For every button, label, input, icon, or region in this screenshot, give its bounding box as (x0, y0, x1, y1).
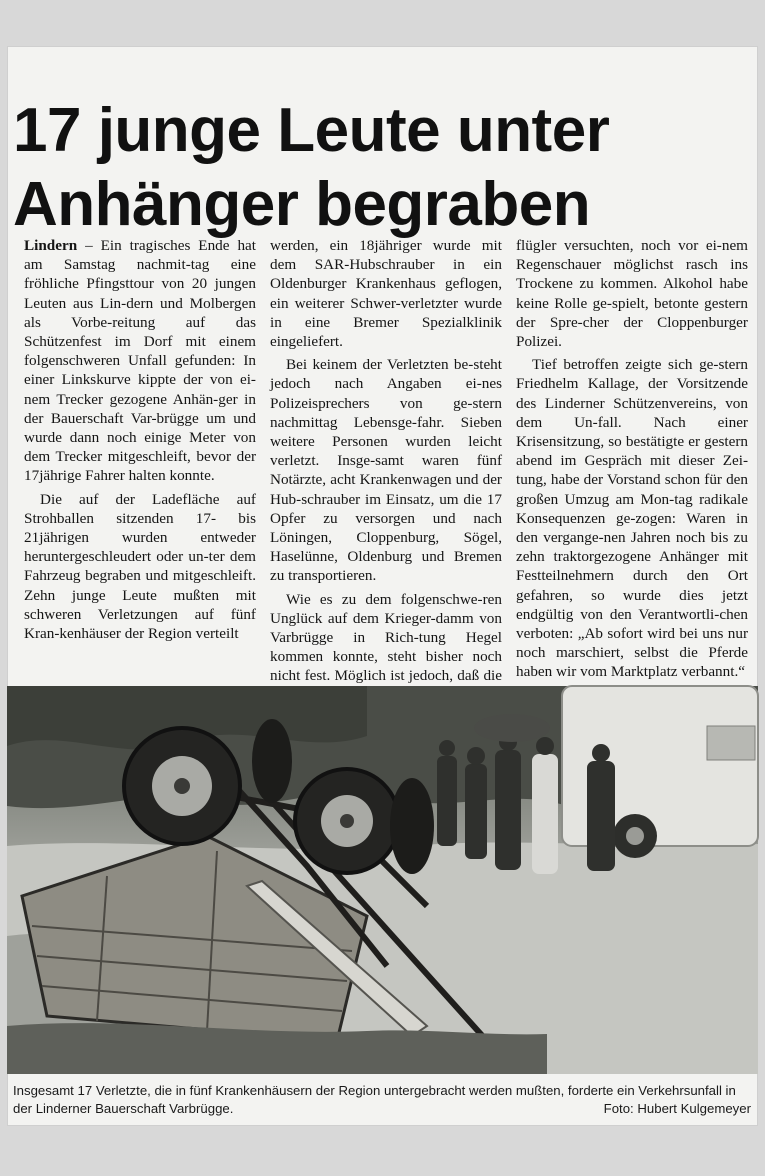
article-body (24, 236, 752, 685)
paragraph-text: – Ein tragisches Ende hat am Samstag nachmit-tag eine fröhliche Pfingsttour von 20 jungen Leuten aus Lin-dern und Molbergen als Vorbe-reitung auf das Schützenfest im Dorf mit einem folgenschweren Unfall gefunden: In einer Linkskurve kippte der von ei-nem Trecker gezogene Anhän-ger in der Bauerschaft Var-brügge um und wurde dann noch einige Meter von dem Trecker mitgeschleift, bevor der 17jährige Fahrer halten konnte. (24, 237, 256, 485)
paragraph: werden, ein 18jähriger wurde mit dem SAR-Hubschrauber in ein Oldenburger Krankenhaus geflogen, ein weiterer Schwer-verletzter wurde in eine Bremer Spezialklinik eingeliefert. (270, 237, 502, 351)
overturned-trailer-illustration (7, 686, 758, 1074)
dateline: Lindern (24, 237, 78, 254)
headline (13, 94, 753, 243)
accident-photo (7, 686, 758, 1074)
paragraph: flügler versuchten, noch vor ei-nem Regenschauer möglichst rasch ins Trockene zu kommen. Alkohol habe keine Rolle ge-spielt, betonte gestern der Spre-cher der Cloppenburger Polizei. (516, 237, 748, 351)
article-column-1 (24, 236, 256, 709)
headline-line-2: Anhänger begraben (13, 169, 591, 239)
headline-line-1: 17 junge Leute unter (13, 95, 610, 165)
photo-credit: Foto: Hubert Kulgemeyer (603, 1100, 751, 1116)
paragraph: Tief betroffen zeigte sich ge-stern Friedhelm Kallage, der Vorsitzende des Linderner Schützenvereins, von dem Un-fall. Nach einer Krisensitzung, so bestätigte er gestern abend im Gespräch mit dieser Zei-tung, habe der Vorstand schon für den großen Umzug am Mon-tag radikale Konsequenzen ge-zogen: Waren in den vergange-nen Jahren noch bis zu zehn traktorgezogene Anhänger mit Festteilnehmern durch den Ort gefahren, so wurde dies jetzt endgültig von den Verantwortli-chen verboten: „Ab sofort wird bei uns nur noch marschiert, selbst die Pferde haben wir vom Marktplatz verbannt.“ (516, 356, 748, 681)
paragraph: Bei keinem der Verletzten be-steht jedoch nach Angaben ei-nes Polizeisprechers von ge-stern nachmittag Lebensge-fahr. Sieben weitere Personen wurden leicht verletzt. Insge-samt waren fünf Notärzte, acht Krankenwagen und der Hub-schrauber im Einsatz, um die 17 Opfer zu versorgen und nach Löningen, Cloppenburg, Sögel, Haselünne, Oldenburg und Bremen zu transportieren. (270, 356, 502, 585)
caption-text: Insgesamt 17 Verletzte, die in fünf Krankenhäusern der Region untergebracht werden mußten, forderte ein Verkehrsunfall in der Linderner Bauerschaft Varbrügge. (13, 1083, 736, 1116)
photo-caption (13, 1082, 755, 1117)
article-column-2 (270, 236, 502, 709)
paragraph: Wie es zu dem folgenschwe-ren Unglück auf dem Krieger-damm von Varbrügge in Rich-tung Hegel kommen konnte, steht bisher noch nicht fest. Möglich ist jedoch, daß die (270, 590, 502, 685)
newspaper-clipping (7, 46, 758, 1126)
paragraph (24, 236, 256, 486)
paragraph: Die auf der Ladefläche auf Strohballen sitzenden 17- bis 21jährigen wurden entweder heruntergeschleudert oder un-ter dem Fahrzeug begraben und mitgeschleift. Zehn junge Leute mußten mit schweren Verletzungen auf fünf Kran-kenhäuser der Region verteilt (24, 490, 256, 643)
article-column-3 (516, 236, 748, 709)
